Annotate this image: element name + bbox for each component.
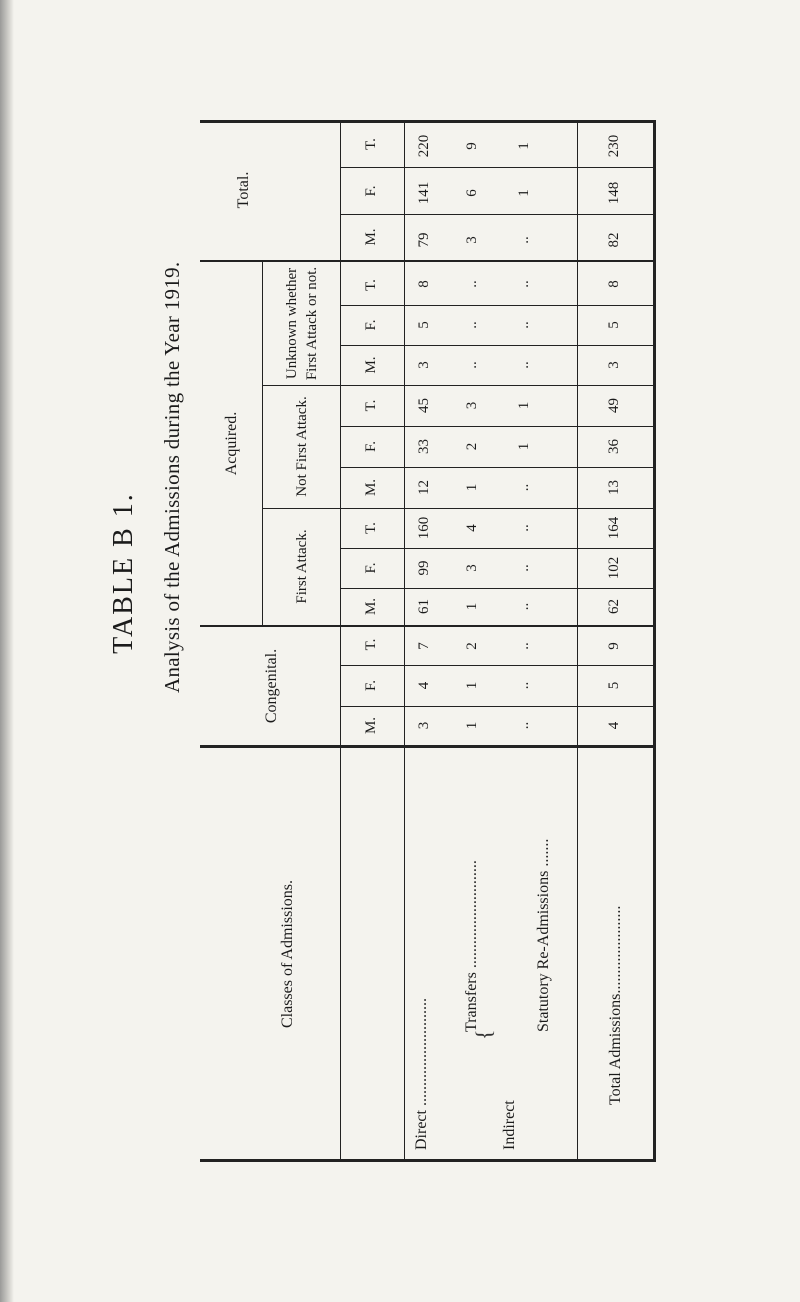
- total-total-m: 82: [606, 232, 622, 248]
- unknown-header-m: M.: [363, 356, 379, 374]
- header-total: Total.: [235, 171, 252, 209]
- table-title: TABLE B 1.: [108, 492, 139, 654]
- unknown-header-f: F.: [363, 319, 379, 331]
- unknown-statutory-t: ..: [516, 280, 532, 288]
- row-label-indirect: Indirect: [501, 1100, 518, 1150]
- first-transfers-t: 4: [464, 524, 480, 532]
- nf-total-m: 13: [606, 480, 622, 495]
- cong-header-t: T.: [363, 638, 379, 651]
- cong-direct-f: 4: [416, 681, 432, 690]
- unknown-direct-t: 8: [416, 280, 432, 288]
- header-congenital: Congenital.: [263, 648, 280, 724]
- first-total-f: 102: [606, 556, 622, 580]
- first-direct-f: 99: [416, 560, 432, 576]
- cong-transfers-m: 1: [464, 721, 480, 730]
- cong-direct-m: 3: [416, 721, 432, 730]
- first-direct-m: 61: [416, 599, 432, 614]
- nf-direct-m: 12: [416, 480, 432, 495]
- unknown-statutory-f: ..: [516, 321, 532, 329]
- indirect-brace: {: [471, 1029, 496, 1040]
- separator-congenital-classes: [200, 745, 656, 748]
- table-border-right: [653, 120, 656, 1162]
- row-label-direct: Direct ...........................: [413, 998, 430, 1150]
- first-header-m: M.: [363, 597, 379, 616]
- header-first-attack: First Attack.: [294, 529, 310, 604]
- total-statutory-f: 1: [516, 189, 532, 197]
- first-header-f: F.: [363, 562, 379, 574]
- header-unknown-line2: First Attack or not.: [304, 266, 320, 381]
- unknown-transfers-m: ..: [464, 361, 480, 369]
- first-direct-t: 160: [416, 516, 432, 540]
- nf-transfers-m: 1: [464, 483, 480, 492]
- unknown-direct-f: 5: [416, 321, 432, 329]
- vline-total-row: [577, 120, 578, 1160]
- nf-header-m: M.: [363, 478, 379, 497]
- nf-header-f: F.: [363, 441, 379, 452]
- total-header-t: T.: [363, 138, 379, 150]
- cong-transfers-t: 2: [464, 642, 480, 650]
- header-unknown-line1: Unknown whether: [284, 267, 300, 380]
- scan-edge-shadow: [0, 0, 14, 1302]
- total-transfers-m: 3: [464, 236, 480, 244]
- admissions-table: [200, 120, 656, 1162]
- total-statutory-t: 1: [516, 142, 532, 150]
- unknown-total-f: 5: [606, 321, 622, 329]
- unknown-header-t: T.: [363, 279, 379, 291]
- nf-header-t: T.: [363, 399, 379, 412]
- total-statutory-m: ..: [516, 236, 532, 244]
- first-statutory-m: ..: [516, 602, 532, 611]
- cong-total-t: 9: [606, 642, 622, 650]
- nf-direct-t: 45: [416, 398, 432, 413]
- row-label-total-admissions: Total Admissions......................: [607, 905, 624, 1105]
- header-not-first-attack: Not First Attack.: [294, 396, 310, 497]
- table-subtitle: Analysis of the Admissions during the Year 1919.: [160, 261, 184, 693]
- first-statutory-f: ..: [516, 564, 532, 572]
- unknown-direct-m: 3: [416, 361, 432, 369]
- unknown-transfers-t: ..: [464, 280, 480, 288]
- nf-statutory-f: 1: [516, 442, 532, 451]
- vline-acquired-sub: [262, 262, 263, 625]
- first-statutory-t: ..: [516, 524, 532, 532]
- total-direct-m: 79: [416, 232, 432, 248]
- unknown-total-m: 3: [606, 361, 622, 369]
- unknown-transfers-f: ..: [464, 321, 480, 329]
- total-total-t: 230: [606, 134, 622, 158]
- nf-transfers-t: 3: [464, 401, 480, 410]
- table-border-bottom: [200, 1159, 656, 1162]
- cong-statutory-t: ..: [516, 642, 532, 650]
- nf-total-f: 36: [606, 439, 622, 454]
- cong-header-f: F.: [363, 680, 379, 691]
- first-total-m: 62: [606, 599, 622, 614]
- nf-statutory-m: ..: [516, 483, 532, 492]
- total-transfers-f: 6: [464, 189, 480, 197]
- vline-data: [404, 120, 405, 1160]
- cong-transfers-f: 1: [464, 681, 480, 690]
- total-transfers-t: 9: [464, 142, 480, 150]
- vline-header: [340, 120, 341, 1160]
- unknown-statutory-m: ..: [516, 361, 532, 369]
- total-header-m: M.: [363, 228, 379, 246]
- header-classes: Classes of Admissions.: [279, 880, 296, 1029]
- cong-statutory-f: ..: [516, 681, 532, 690]
- cong-direct-t: 7: [416, 642, 432, 650]
- total-direct-f: 141: [416, 181, 432, 205]
- total-header-f: F.: [363, 185, 379, 197]
- header-acquired: Acquired.: [223, 411, 240, 476]
- first-total-t: 164: [606, 516, 622, 540]
- nf-statutory-t: 1: [516, 401, 532, 410]
- cong-total-f: 5: [606, 681, 622, 690]
- total-total-f: 148: [606, 181, 622, 205]
- cong-header-m: M.: [363, 716, 379, 735]
- first-transfers-m: 1: [464, 602, 480, 611]
- row-label-statutory: Statutory Re-Admissions .......: [535, 838, 552, 1032]
- cong-statutory-m: ..: [516, 721, 532, 730]
- total-direct-t: 220: [416, 134, 432, 158]
- first-transfers-f: 3: [464, 564, 480, 572]
- nf-total-t: 49: [606, 398, 622, 413]
- nf-transfers-f: 2: [464, 442, 480, 451]
- unknown-total-t: 8: [606, 280, 622, 288]
- first-header-t: T.: [363, 522, 379, 534]
- nf-direct-f: 33: [416, 439, 432, 454]
- row-label-transfers: Transfers ...........................: [463, 860, 480, 1032]
- cong-total-m: 4: [606, 721, 622, 730]
